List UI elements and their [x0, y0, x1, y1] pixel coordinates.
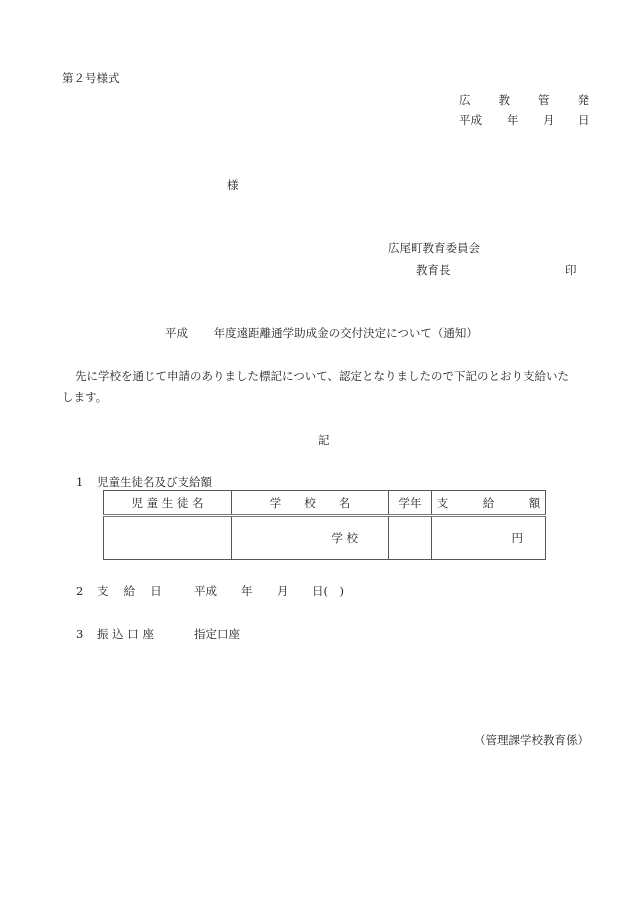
- body-text-line1: 先に学校を通じて申請のありました標記について、認定となりましたので下記のとおり支給いた: [75, 369, 570, 383]
- doc-number-char: 広: [459, 93, 471, 107]
- date-era: 平成: [194, 584, 217, 598]
- cell-school-name[interactable]: 学 校: [232, 516, 389, 560]
- section-number: 2: [76, 584, 84, 598]
- cell-student-name[interactable]: [104, 516, 232, 560]
- ki-heading: 記: [318, 433, 330, 447]
- seal-mark: 印: [565, 263, 577, 277]
- date-era: 平成: [459, 113, 482, 127]
- section-label: 振 込 口 座: [96, 627, 154, 641]
- doc-number-char: 教: [498, 93, 510, 107]
- issue-date: [459, 112, 589, 128]
- document-number: [459, 92, 589, 108]
- col-student-name: 児 童 生 徒 名: [104, 491, 232, 516]
- date-day: 日: [578, 113, 590, 127]
- body-text-line2: します。: [62, 390, 108, 404]
- doc-number-char: 管: [538, 93, 550, 107]
- section-label: 支 給 日: [96, 584, 162, 598]
- section3-bank-account: [76, 626, 240, 642]
- section-label: 児童生徒名及び支給額: [96, 475, 212, 489]
- section2-payment-date: [76, 583, 344, 599]
- form-number: 第２号様式: [62, 71, 120, 85]
- account-value: 指定口座: [194, 627, 240, 641]
- date-year: 年: [507, 113, 519, 127]
- date-day: 日( ): [312, 584, 344, 598]
- section1-heading: [76, 474, 212, 490]
- section-number: 1: [76, 475, 84, 489]
- col-school-name: 学 校 名: [232, 491, 389, 516]
- subject-title: [165, 325, 478, 341]
- cell-amount[interactable]: 円: [432, 516, 546, 560]
- subject-text: 年度遠距離通学助成金の交付決定について（通知）: [213, 326, 478, 340]
- section-number: 3: [76, 627, 84, 641]
- col-grade: 学年: [389, 491, 432, 516]
- subject-era: 平成: [165, 326, 188, 340]
- table-header-row: [104, 491, 546, 516]
- date-month: 月: [543, 113, 555, 127]
- footer-department: （管理課学校教育係）: [474, 733, 589, 747]
- date-month: 月: [277, 584, 289, 598]
- sender-title: 教育長: [416, 263, 451, 277]
- doc-number-char: 発: [577, 93, 589, 107]
- date-year: 年: [241, 584, 253, 598]
- sender-organization: 広尾町教育委員会: [388, 241, 480, 255]
- col-amount: 支 給 額: [432, 491, 546, 516]
- addressee-suffix: 様: [227, 178, 239, 192]
- cell-grade[interactable]: [389, 516, 432, 560]
- table-row: [104, 516, 546, 560]
- payment-table: [103, 490, 546, 560]
